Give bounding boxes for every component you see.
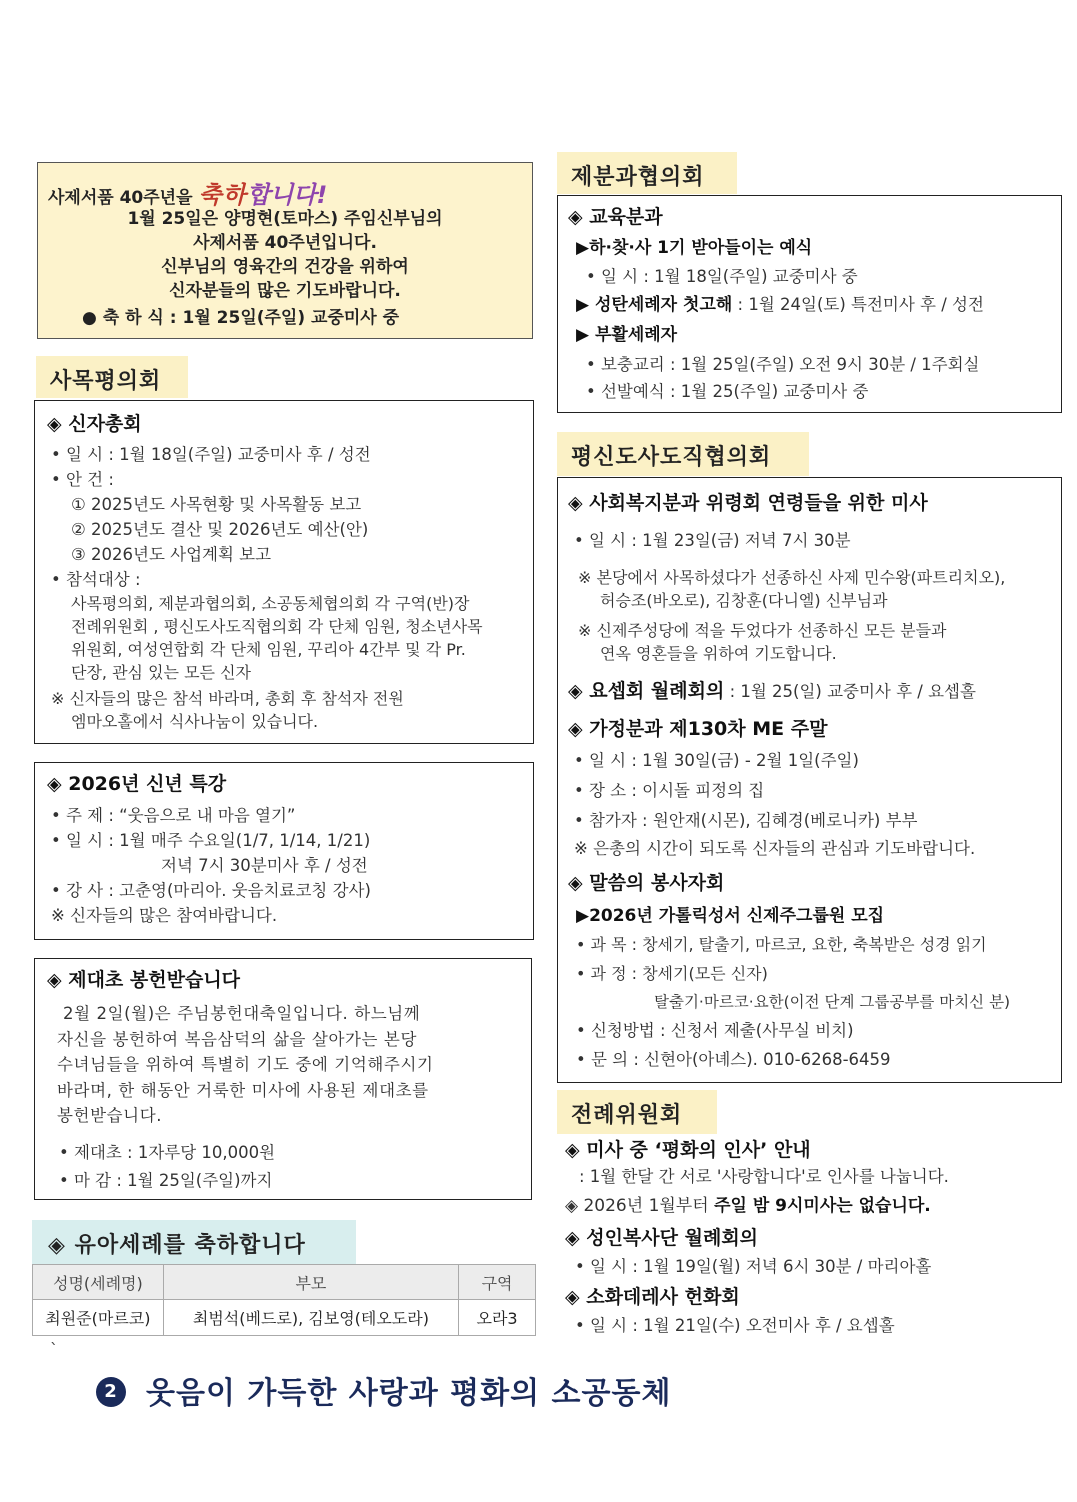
candle-body-line: 2월 2일(월)은 주님봉헌대축일입니다. 하느님께: [63, 1004, 421, 1023]
easter-selection: • 선발예식 : 1월 25(주일) 교중미사 중: [586, 382, 869, 401]
candle-body: [57, 1001, 434, 1129]
memorial-mass-title: ◈ 사회복지분과 위령회 연령들을 위한 미사: [568, 492, 928, 514]
assembly-attend-line: 사목평의회, 제분과협의회, 소공동체협의회 각 구역(반)장: [71, 594, 470, 613]
baptism-name-cell: 최원준(마르코): [33, 1300, 164, 1336]
peace-greeting-title: ◈ 미사 중 ‘평화의 인사’ 안내: [565, 1139, 811, 1161]
welcome-rite: ▶하·찾·사 1기 받아들이는 예식: [576, 238, 813, 258]
me-weekend-title: ◈ 가정분과 제130차 ME 주말: [568, 718, 828, 740]
baptism-table-header: [33, 1265, 536, 1300]
assembly-attend-line: 전례위원회 , 평신도사도직협의회 각 단체 임원, 청소년사목: [71, 617, 483, 636]
me-weekend-body: [574, 746, 975, 862]
bible-course-2: 탈출기·마르코·요한(이전 단계 그룹공부를 마치신 분): [654, 993, 1011, 1011]
assembly-note: ※ 신자들의 많은 참석 바라며, 총회 후 참석자 전원: [51, 689, 404, 708]
lecture-when: • 일 시 : 1월 매주 수요일(1/7, 1/14, 1/21): [51, 831, 371, 850]
christmas-confession: [576, 290, 984, 320]
liturgy-body: [565, 1136, 949, 1338]
sunday-night-mass: [565, 1190, 949, 1222]
memorial-note-line: ※ 신제주성당에 적을 두었다가 선종하신 모든 분들과: [578, 621, 947, 640]
memorial-note-line: 연옥 영혼들을 위하여 기도합니다.: [600, 644, 837, 663]
lecture-when-2: 저녁 7시 30분미사 후 / 성전: [161, 856, 368, 875]
bible-course: • 과 정 : 창세기(모든 신자): [576, 964, 768, 983]
candle-title: ◈ 제대초 봉헌받습니다: [47, 969, 241, 991]
candle-body-line: 자신을 봉헌하여 복음삼덕의 삶을 살아가는 본당: [57, 1029, 418, 1049]
column-header-district: 구역: [459, 1265, 536, 1300]
word-ministry-title: ◈ 말씀의 봉사자회: [568, 872, 725, 894]
section-tab-liturgy: 전례위원회: [557, 1090, 717, 1134]
lecture-note: ※ 신자들의 많은 참여바랍니다.: [51, 906, 278, 925]
candle-body-line: 바라며, 한 해동안 거룩한 미사에 사용된 제대초를: [57, 1080, 429, 1100]
column-header-name: 성명(세례명): [33, 1265, 164, 1300]
memorial-mass-when: • 일 시 : 1월 23일(금) 저녁 7시 30분: [574, 531, 851, 550]
bible-subject: • 과 목 : 창세기, 탈출기, 마르코, 요한, 축복받은 성경 읽기: [576, 935, 987, 954]
baptism-district-cell: 오라3: [459, 1300, 536, 1336]
joseph-meeting: [568, 676, 976, 706]
page-number: 2: [96, 1377, 126, 1407]
candle-body-line: 수녀님들을 위하여 특별히 기도 중에 기억해주시기: [57, 1055, 434, 1074]
column-header-parents: 부모: [163, 1265, 458, 1300]
table-row: [33, 1300, 536, 1336]
baptism-parents-cell: 최범석(베드로), 김보영(테오도라): [163, 1300, 458, 1336]
general-assembly-title: ◈ 신자총회: [47, 413, 142, 435]
anniversary-event: ● 축 하 식 : 1월 25일(주일) 교중미사 중: [82, 308, 400, 328]
anniversary-message-line: 신자분들의 많은 기도바랍니다.: [169, 281, 401, 301]
anniversary-message-line: 사제서품 40주년입니다.: [193, 233, 377, 253]
candle-body-line: 봉헌받습니다.: [57, 1106, 163, 1125]
assembly-attend-label: • 참석대상 :: [51, 570, 141, 589]
candle-deadline: • 마 감 : 1월 25일(주일)까지: [59, 1171, 273, 1190]
laity-box: [557, 477, 1062, 1083]
bible-apply: • 신청방법 : 신청서 제출(사무실 비치): [576, 1021, 854, 1040]
section-tab-samok: 사목평의회: [36, 356, 188, 398]
general-assembly-body: [51, 442, 483, 733]
bible-contact: • 문 의 : 신현아(아녜스). 010-6268-6459: [576, 1050, 891, 1069]
footer-slogan: [96, 1368, 671, 1412]
education-body: [576, 234, 984, 405]
general-assembly-box: [34, 400, 534, 744]
me-when: • 일 시 : 1월 30일(금) - 2월 1일(주일): [574, 751, 859, 770]
adult-altar-servers-title: ◈ 성인복사단 월례회의: [565, 1227, 759, 1249]
anniversary-lead: 사제서품 40주년을: [48, 188, 193, 208]
assembly-attend-line: 단장, 관심 있는 모든 신자: [71, 663, 251, 682]
assembly-note: 엠마오홀에서 식사나눔이 있습니다.: [71, 712, 319, 731]
anniversary-notice: [37, 162, 533, 339]
assembly-agenda-item: ① 2025년도 사목현황 및 사목활동 보고: [71, 495, 362, 514]
lecture-title: ◈ 2026년 신년 특강: [47, 773, 227, 795]
peace-greeting-text: : 1월 한달 간 서로 '사랑합니다'로 인사를 나눕니다.: [579, 1167, 949, 1186]
anniversary-message: [38, 207, 532, 303]
assembly-agenda-item: ③ 2026년도 사업계획 보고: [71, 545, 272, 564]
anniversary-message-line: 1월 25일은 양명현(토마스) 주임신부님의: [127, 209, 443, 229]
congrats-text-b: 합니다!: [246, 181, 328, 209]
joseph-detail: : 1월 25(일) 교중미사 후 / 요셉홀: [724, 682, 976, 701]
bible-recruit: ▶2026년 가톨릭성서 신제주그룹원 모집: [576, 906, 885, 926]
anniversary-message-line: 신부님의 영육간의 건강을 위하여: [161, 257, 409, 277]
stray-mark: `: [50, 1340, 58, 1359]
memorial-note-line: 허승조(바오로), 김창훈(다니엘) 신부님과: [600, 591, 888, 610]
word-ministry-body: [576, 902, 1010, 1074]
christmas-label: ▶ 성탄세례자 첫고해: [576, 295, 733, 315]
slogan-text: 웃음이 가득한 사랑과 평화의 소공동체: [146, 1376, 672, 1411]
flower-group-when: • 일 시 : 1월 21일(수) 오전미사 후 / 요셉홀: [575, 1316, 895, 1335]
christmas-detail: : 1월 24일(토) 특전미사 후 / 성전: [732, 295, 984, 314]
anniversary-headline: [48, 175, 327, 210]
me-place: • 장 소 : 이시돌 피정의 집: [574, 781, 765, 800]
candle-details: [59, 1139, 275, 1195]
education-box: [557, 195, 1062, 413]
easter-baptized: ▶ 부활세례자: [576, 325, 678, 345]
baptism-table: [32, 1264, 536, 1336]
assembly-agenda-label: • 안 건 :: [51, 470, 114, 489]
section-tab-jebun: 제분과협의회: [557, 152, 737, 194]
congrats-text-a: 축하: [198, 181, 247, 209]
sunday-mass-lead: ◈ 2026년 1월부터: [565, 1196, 715, 1216]
education-title: ◈ 교육분과: [568, 206, 663, 228]
lecture-body: [51, 803, 371, 928]
flower-group-title: ◈ 소화데레사 헌화회: [565, 1286, 740, 1308]
memorial-mass-note: [578, 566, 1005, 665]
assembly-attend-line: 위원회, 여성연합회 각 단체 임원, 꾸리아 4간부 및 각 Pr.: [71, 640, 466, 659]
adult-altar-servers-when: • 일 시 : 1월 19일(월) 저녁 6시 30분 / 마리아홀: [575, 1257, 932, 1276]
candle-price: • 제대초 : 1자루당 10,000원: [59, 1143, 276, 1162]
me-participants: • 참가자 : 원안재(시몬), 김혜경(베로니카) 부부: [574, 811, 918, 830]
easter-catechism: • 보충교리 : 1월 25일(주일) 오전 9시 30분 / 1주회실: [586, 355, 980, 374]
joseph-label: ◈ 요셉회 월례회의: [568, 680, 725, 702]
lecture-speaker: • 강 사 : 고춘영(마리아. 웃음치료코칭 강사): [51, 881, 371, 900]
memorial-note-line: ※ 본당에서 사목하셨다가 선종하신 사제 민수왕(파트리치오),: [578, 568, 1006, 587]
sunday-mass-notice: 주일 밤 9시미사는 없습니다.: [714, 1196, 931, 1216]
me-note: ※ 은총의 시간이 되도록 신자들의 관심과 기도바랍니다.: [574, 839, 976, 858]
baptism-tab: ◈ 유아세례를 축하합니다: [32, 1220, 356, 1264]
lecture-topic: • 주 제 : “웃음으로 내 마음 열기”: [51, 806, 296, 825]
new-year-lecture-box: [34, 762, 534, 940]
welcome-when: • 일 시 : 1월 18일(주일) 교중미사 중: [586, 267, 858, 286]
altar-candle-box: [34, 958, 532, 1200]
assembly-when: • 일 시 : 1월 18일(주일) 교중미사 후 / 성전: [51, 445, 371, 464]
assembly-agenda-item: ② 2025년도 결산 및 2026년도 예산(안): [71, 520, 369, 539]
section-tab-laity: 평신도사도직협의회: [557, 432, 809, 476]
